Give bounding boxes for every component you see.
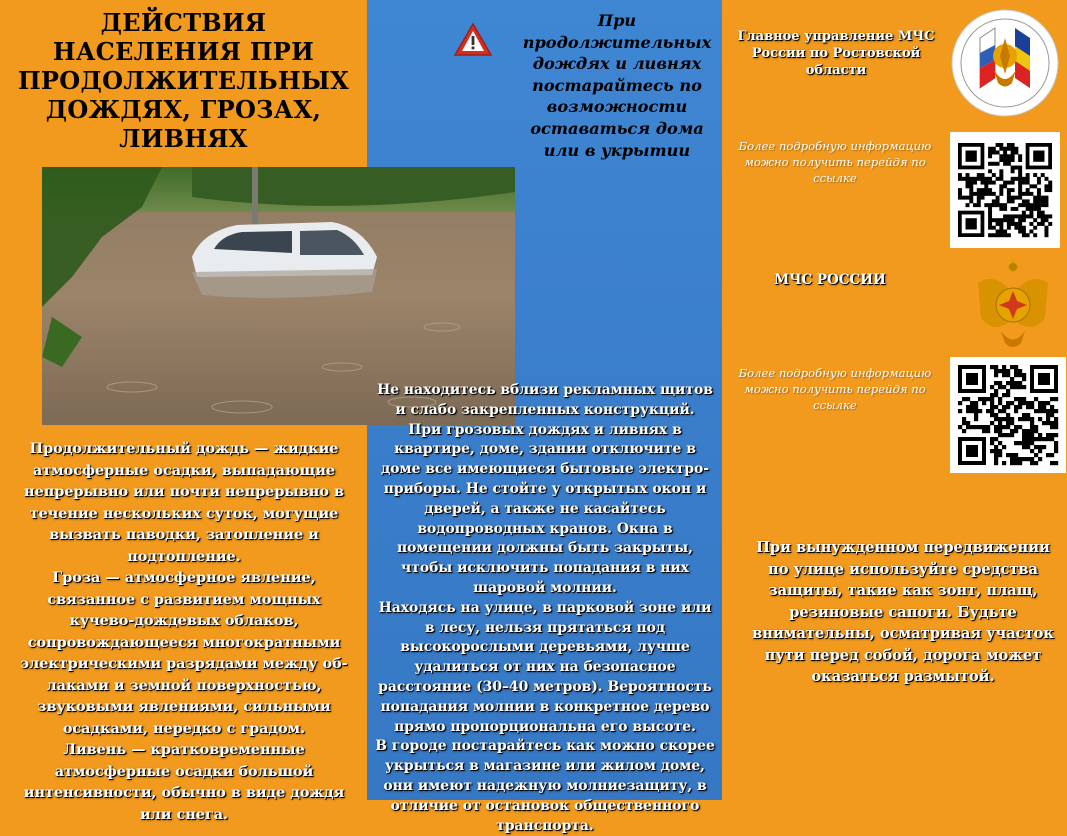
more-info-text-2: Более подробную информацию можно получить перейдя по ссылке [738,366,932,412]
rule-city: В городе постарайтесь как можно скорее укрыться в магазине или жилом доме, они имеют надежную молниезащиту, в отличие от остановок общественного транспорта. [375,738,715,834]
definition-rain: Продолжительный дождь — жидкие атмосферные осадки, выпадающие непрерывно или почти непрерывно в течение нескольких суток, могущие вызвать паводки, затопление и подтопление. [24,440,344,565]
advice-stay-home: При продолжительных дождях и ливнях постарайтесь по возможности оставаться дома или в укрытии [522,11,712,160]
definition-downpour: Ливень — кратковременные атмосферные осадки большой интенсивности, обычно в виде дождя или снега. [23,741,345,823]
qr-code-1[interactable] [950,132,1060,248]
left-definitions [14,438,354,825]
rule-billboards: Не находитесь вблизи рекламных щитов и слабо закрепленных конструкций. [377,382,713,418]
movement-advice: При вынужденном передвижении по улице используйте средства защиты, такие как зонт, плащ, резиновые сапоги. Будьте внимательны, осматривая участок пути перед собой, дорога может оказаться размытой. [752,539,1054,685]
page-title: ДЕЙСТВИЯ НАСЕЛЕНИЯ ПРИ ПРОДОЛЖИТЕЛЬНЫХ ДОЖДЯХ, ГРОЗАХ, ЛИВНЯХ [17,8,350,153]
middle-safety-rules [374,381,716,836]
mchs-russia-label: МЧС РОССИИ [774,272,886,288]
warning-icon [453,22,493,58]
mchs-emblem [973,253,1053,353]
qr-code-2[interactable] [950,357,1066,473]
rule-indoors: При грозовых дождях и ливнях в квартире, доме, здании отключите в доме все имеющиеся бытовые электро-приборы. Не стойте у открытых окон и дверей, а также не касайтесь водопроводных кранов. Окна в помещении должны быть закрыты, чтобы исключить попадания в них шаровой молнии. [380,421,709,596]
mchs-rostov-emblem [950,8,1060,118]
rule-outdoors: Находясь на улице, в парковой зоне или в лесу, нельзя прятаться под высокорослыми деревьями, лучше удалиться от них на безопасное расстояние (30–40 метров). Вероятность попадания молнии в конкретное дерево прямо пропорциональна его высоте. [378,599,712,735]
more-info-text-1: Более подробную информацию можно получить перейдя по ссылке [738,139,932,185]
definition-thunderstorm: Гроза — атмосферное явление, связанное с развитием мощных кучево-дождевых облаков, сопровождающееся многократными электрическими разрядами между об- лаками и земной поверхностью, звуковыми явлениями, сильными осадками, нередко с градом. [20,569,348,737]
agency-name: Главное управление МЧС России по Ростовской области [737,29,935,78]
